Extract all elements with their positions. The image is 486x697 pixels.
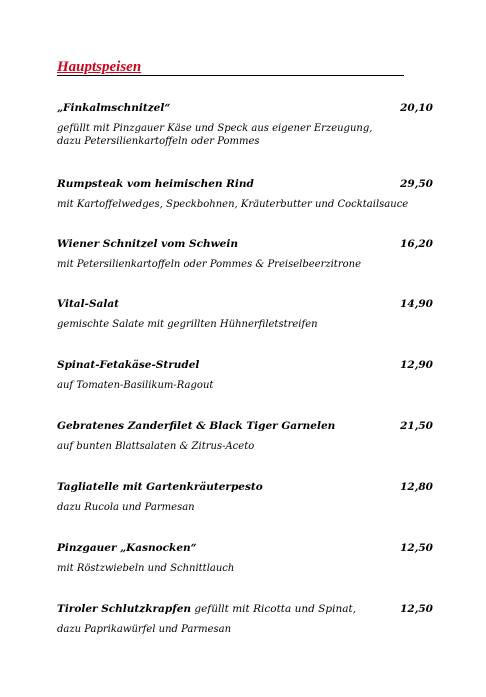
dish-price: 14,90 bbox=[400, 298, 433, 310]
dish-description: gemischte Salate mit gegrillten Hühnerfiletstreifen bbox=[57, 319, 318, 330]
dish-name bbox=[57, 602, 356, 616]
dish-description: auf Tomaten-Basilikum-Ragout bbox=[57, 380, 214, 391]
dish-name: „Finkalmschnitzel“ bbox=[57, 102, 171, 114]
dish-price: 12,50 bbox=[400, 603, 433, 615]
dish-name: Rumpsteak vom heimischen Rind bbox=[57, 178, 254, 190]
dish-name-text: Tiroler Schlutzkrapfen bbox=[57, 603, 192, 615]
menu-item bbox=[57, 419, 433, 452]
dish-name-extra: gefüllt mit Ricotta und Spinat, bbox=[191, 603, 357, 615]
menu-item bbox=[57, 480, 433, 513]
menu-item bbox=[57, 177, 433, 210]
dish-price: 29,50 bbox=[400, 178, 433, 190]
dish-description: mit Kartoffelwedges, Speckbohnen, Kräuterbutter und Cocktailsauce bbox=[57, 199, 409, 210]
dish-name: Vital-Salat bbox=[57, 298, 119, 310]
dish-price: 12,50 bbox=[400, 542, 433, 554]
menu-item bbox=[57, 237, 433, 270]
section-heading: Hauptspeisen bbox=[57, 59, 142, 75]
dish-description: mit Röstzwiebeln und Schnittlauch bbox=[57, 563, 235, 574]
dish-description-line: dazu Petersilienkartoffeln oder Pommes bbox=[57, 136, 260, 147]
dish-name: Tagliatelle mit Gartenkräuterpesto bbox=[57, 481, 263, 493]
menu-item bbox=[57, 101, 433, 147]
menu-item bbox=[57, 541, 433, 574]
section-heading-rule bbox=[57, 59, 404, 76]
menu-item bbox=[57, 602, 433, 635]
dish-description: dazu Rucola und Parmesan bbox=[57, 502, 195, 513]
dish-name: Spinat-Fetakäse-Strudel bbox=[57, 359, 200, 371]
menu-item bbox=[57, 297, 433, 330]
dish-description: auf bunten Blattsalaten & Zitrus-Aceto bbox=[57, 441, 255, 452]
dish-name: Gebratenes Zanderfilet & Black Tiger Garnelen bbox=[57, 420, 336, 432]
dish-price: 20,10 bbox=[400, 102, 433, 114]
dish-price: 16,20 bbox=[400, 238, 433, 250]
dish-description bbox=[57, 122, 372, 148]
dish-description: mit Petersilienkartoffeln oder Pommes & Preiselbeerzitrone bbox=[57, 259, 361, 270]
menu-item bbox=[57, 358, 433, 391]
dish-price: 12,80 bbox=[400, 481, 433, 493]
dish-description: dazu Paprikawürfel und Parmesan bbox=[57, 624, 232, 635]
dish-name: Wiener Schnitzel vom Schwein bbox=[57, 238, 238, 250]
dish-price: 21,50 bbox=[400, 420, 433, 432]
dish-description-line: gefüllt mit Pinzgauer Käse und Speck aus eigener Erzeugung, bbox=[57, 123, 373, 134]
dish-name: Pinzgauer „Kasnocken“ bbox=[57, 542, 197, 554]
dish-price: 12,90 bbox=[400, 359, 433, 371]
